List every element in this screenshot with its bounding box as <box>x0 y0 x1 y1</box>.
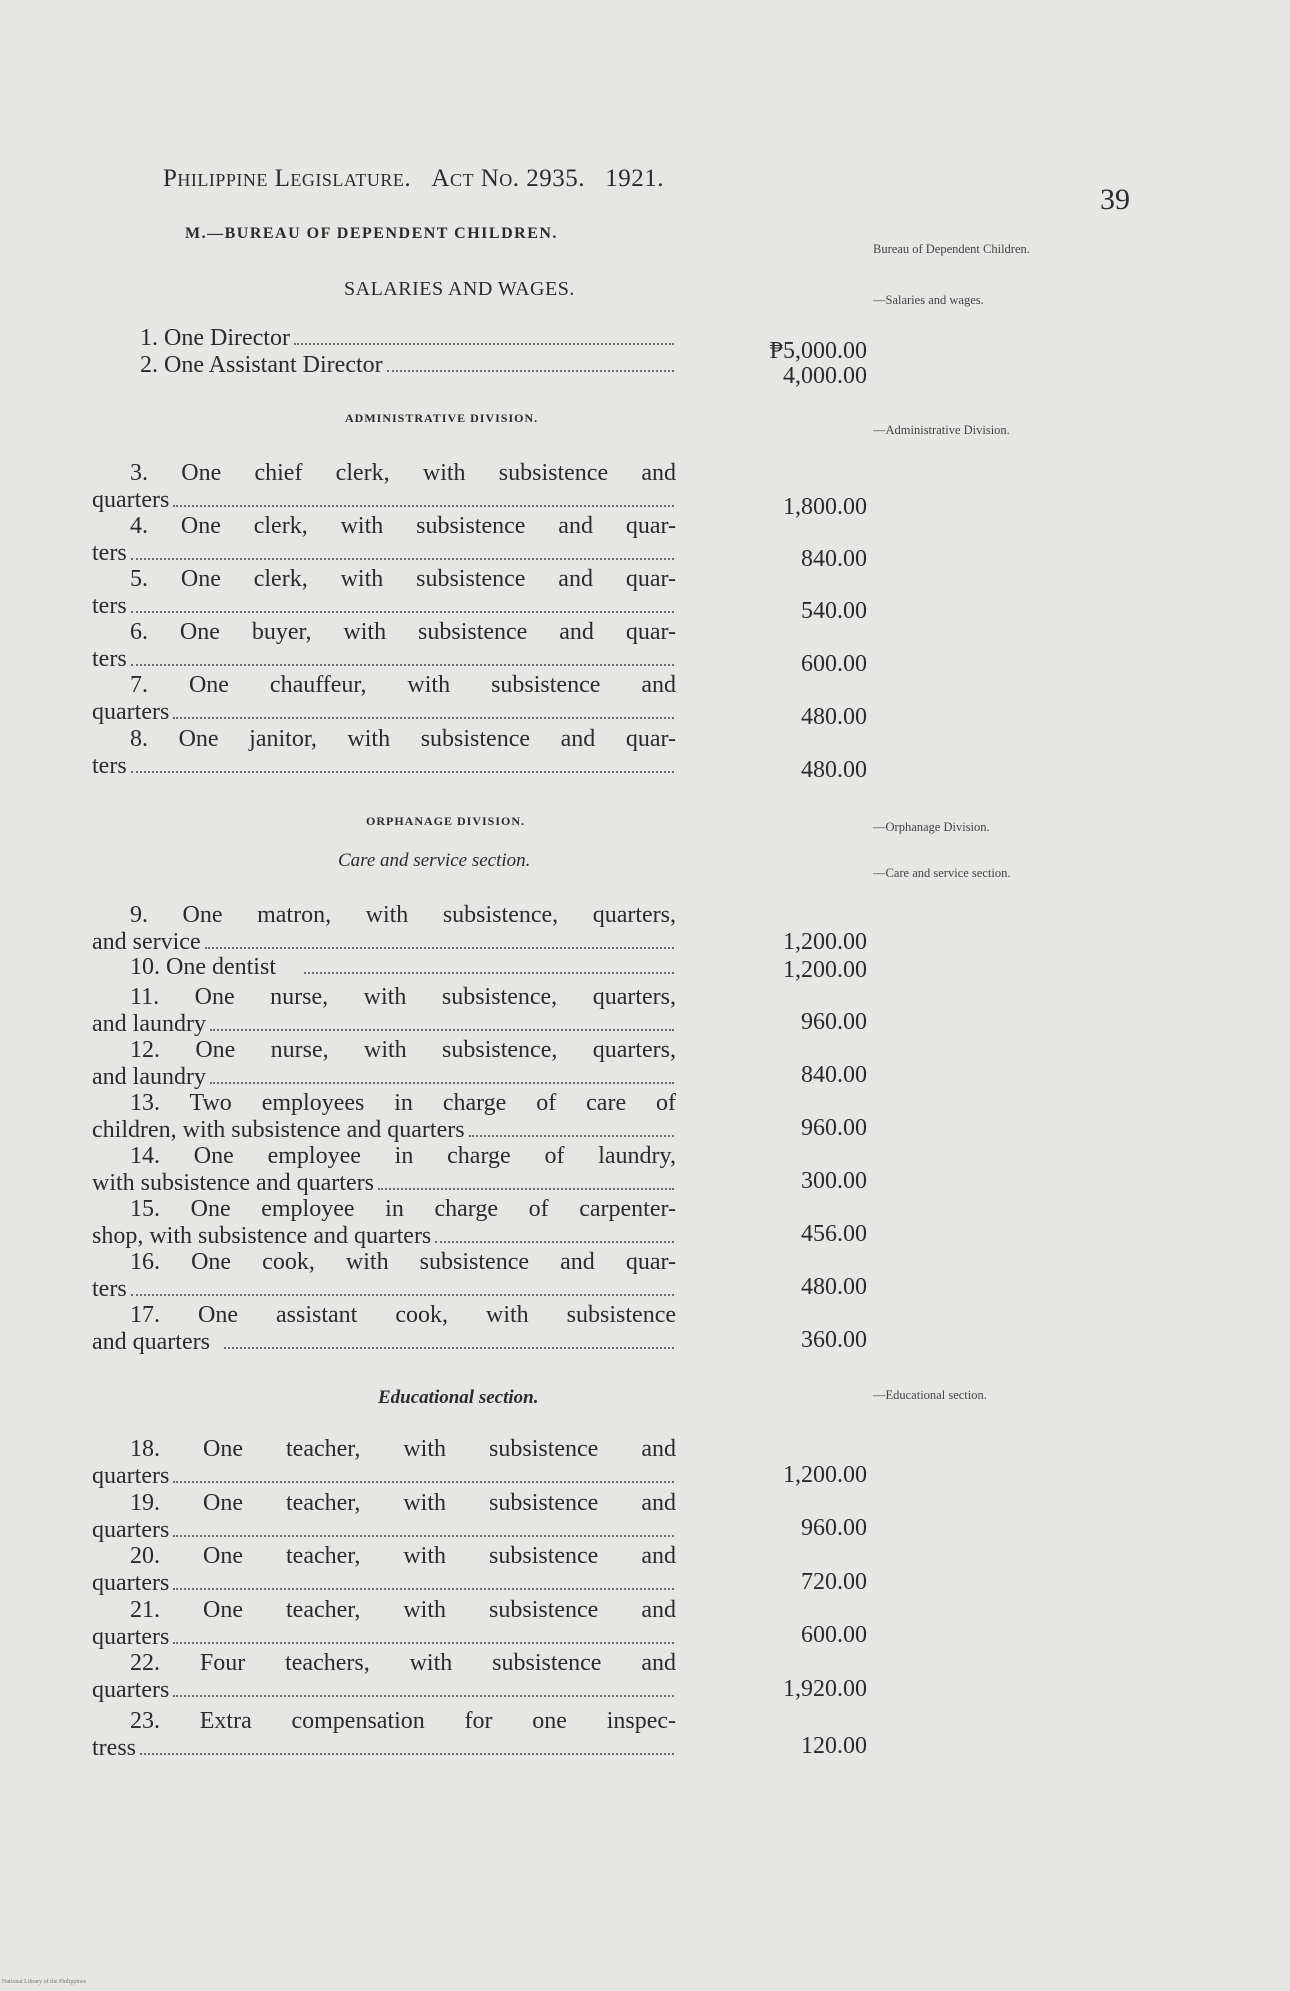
salaries-heading: SALARIES AND WAGES. <box>344 278 575 300</box>
list-item <box>92 619 676 673</box>
item-label-cont: ters <box>92 539 127 566</box>
list-item <box>92 1143 676 1197</box>
item-label: 13. Two employees in charge of care of <box>130 1090 676 1116</box>
item-amount: 960.00 <box>801 1009 867 1035</box>
list-item <box>92 352 676 379</box>
list-item <box>92 1490 676 1544</box>
item-amount: 300.00 <box>801 1168 867 1194</box>
item-label: 2. One Assistant Director <box>140 352 383 378</box>
item-label-cont: and laundry <box>92 1010 206 1037</box>
item-label-cont: quarters <box>92 1516 170 1543</box>
legislature-label: Philippine Legislature. <box>163 165 412 192</box>
list-item <box>92 1650 676 1704</box>
list-item <box>92 1597 676 1651</box>
item-amount: 1,200.00 <box>783 1462 867 1488</box>
item-label-cont: quarters <box>92 1676 170 1703</box>
item-label-cont: ters <box>92 645 127 672</box>
item-label-cont: quarters <box>92 1623 170 1650</box>
list-item <box>92 1708 676 1762</box>
item-label-cont: and quarters <box>92 1328 210 1355</box>
item-label: 14. One employee in charge of laundry, <box>130 1143 676 1169</box>
margin-note-salaries: —Salaries and wages. <box>873 293 984 307</box>
item-label-cont: with subsistence and quarters <box>92 1169 374 1196</box>
item-label-cont: quarters <box>92 698 170 725</box>
item-label: 3. One chief clerk, with subsistence and <box>130 460 676 486</box>
item-label: 7. One chauffeur, with subsistence and <box>130 672 676 698</box>
item-label: 12. One nurse, with subsistence, quarters, <box>130 1037 676 1063</box>
act-label: Act No. 2935. <box>431 165 586 192</box>
list-item <box>92 902 676 956</box>
item-amount: 120.00 <box>801 1733 867 1759</box>
list-item <box>92 954 676 981</box>
item-label: 16. One cook, with subsistence and quar- <box>130 1249 676 1275</box>
list-item <box>92 672 676 726</box>
item-label: 15. One employee in charge of carpenter- <box>130 1196 676 1222</box>
bureau-title: M.—BUREAU OF DEPENDENT CHILDREN. <box>185 225 558 242</box>
item-label: 8. One janitor, with subsistence and quar- <box>130 726 676 752</box>
margin-note-admin: —Administrative Division. <box>873 423 1010 437</box>
running-head <box>163 165 664 193</box>
item-label: 23. Extra compensation for one inspec- <box>130 1708 676 1734</box>
item-label: 19. One teacher, with subsistence and <box>130 1490 676 1516</box>
item-label-cont: ters <box>92 592 127 619</box>
item-label-cont: ters <box>92 1275 127 1302</box>
item-label: 22. Four teachers, with subsistence and <box>130 1650 676 1676</box>
list-item <box>92 1196 676 1250</box>
item-amount: 720.00 <box>801 1569 867 1595</box>
item-amount: 360.00 <box>801 1327 867 1353</box>
item-label: 4. One clerk, with subsistence and quar- <box>130 513 676 539</box>
list-item <box>92 1436 676 1490</box>
item-label-cont: children, with subsistence and quarters <box>92 1116 465 1143</box>
item-label-cont: and laundry <box>92 1063 206 1090</box>
list-item <box>92 1090 676 1144</box>
item-amount: 960.00 <box>801 1115 867 1141</box>
year-label: 1921. <box>605 165 665 192</box>
item-label-cont: ters <box>92 752 127 779</box>
item-amount: 480.00 <box>801 757 867 783</box>
item-amount: 456.00 <box>801 1221 867 1247</box>
item-amount: 600.00 <box>801 651 867 677</box>
item-amount: 4,000.00 <box>783 363 867 389</box>
item-amount: ₱5,000.00 <box>769 338 867 364</box>
item-label: 17. One assistant cook, with subsistence <box>130 1302 676 1328</box>
list-item <box>92 1249 676 1303</box>
margin-note-bureau: Bureau of Dependent Children. <box>873 242 1030 256</box>
item-label: 6. One buyer, with subsistence and quar- <box>130 619 676 645</box>
item-amount: 840.00 <box>801 546 867 572</box>
admin-division-heading: ADMINISTRATIVE DIVISION. <box>345 411 539 425</box>
item-amount: 1,200.00 <box>783 957 867 983</box>
educational-section-heading: Educational section. <box>378 1387 539 1408</box>
item-amount: 480.00 <box>801 1274 867 1300</box>
list-item <box>92 1302 676 1356</box>
item-label: 5. One clerk, with subsistence and quar- <box>130 566 676 592</box>
item-label-cont: and service <box>92 928 201 955</box>
list-item <box>92 1037 676 1091</box>
item-amount: 540.00 <box>801 598 867 624</box>
item-label-cont: quarters <box>92 1569 170 1596</box>
item-label: 10. One dentist <box>130 954 276 980</box>
margin-note-care: —Care and service section. <box>873 866 1011 880</box>
item-amount: 480.00 <box>801 704 867 730</box>
item-amount: 600.00 <box>801 1622 867 1648</box>
item-label-cont: tress <box>92 1734 136 1761</box>
page-number: 39 <box>1100 183 1130 216</box>
item-amount: 840.00 <box>801 1062 867 1088</box>
item-amount: 1,800.00 <box>783 494 867 520</box>
item-label: 20. One teacher, with subsistence and <box>130 1543 676 1569</box>
item-label: 18. One teacher, with subsistence and <box>130 1436 676 1462</box>
list-item <box>92 984 676 1038</box>
list-item <box>92 566 676 620</box>
margin-note-orphanage: —Orphanage Division. <box>873 820 990 834</box>
list-item <box>92 726 676 780</box>
orphanage-division-heading: ORPHANAGE DIVISION. <box>366 814 526 828</box>
item-label-cont: quarters <box>92 486 170 513</box>
item-label-cont: shop, with subsistence and quarters <box>92 1222 432 1249</box>
margin-note-educational: —Educational section. <box>873 1388 987 1402</box>
item-label-cont: quarters <box>92 1462 170 1489</box>
footer-credit: National Library of the Philippines <box>2 1979 86 1985</box>
list-item <box>92 325 676 352</box>
item-label: 11. One nurse, with subsistence, quarters, <box>130 984 676 1010</box>
item-amount: 1,200.00 <box>783 929 867 955</box>
item-amount: 960.00 <box>801 1515 867 1541</box>
item-label: 9. One matron, with subsistence, quarters, <box>130 902 676 928</box>
item-label: 21. One teacher, with subsistence and <box>130 1597 676 1623</box>
care-section-heading: Care and service section. <box>338 850 531 871</box>
list-item <box>92 1543 676 1597</box>
list-item <box>92 460 676 514</box>
list-item <box>92 513 676 567</box>
item-label: 1. One Director <box>140 325 290 351</box>
item-amount: 1,920.00 <box>783 1676 867 1702</box>
